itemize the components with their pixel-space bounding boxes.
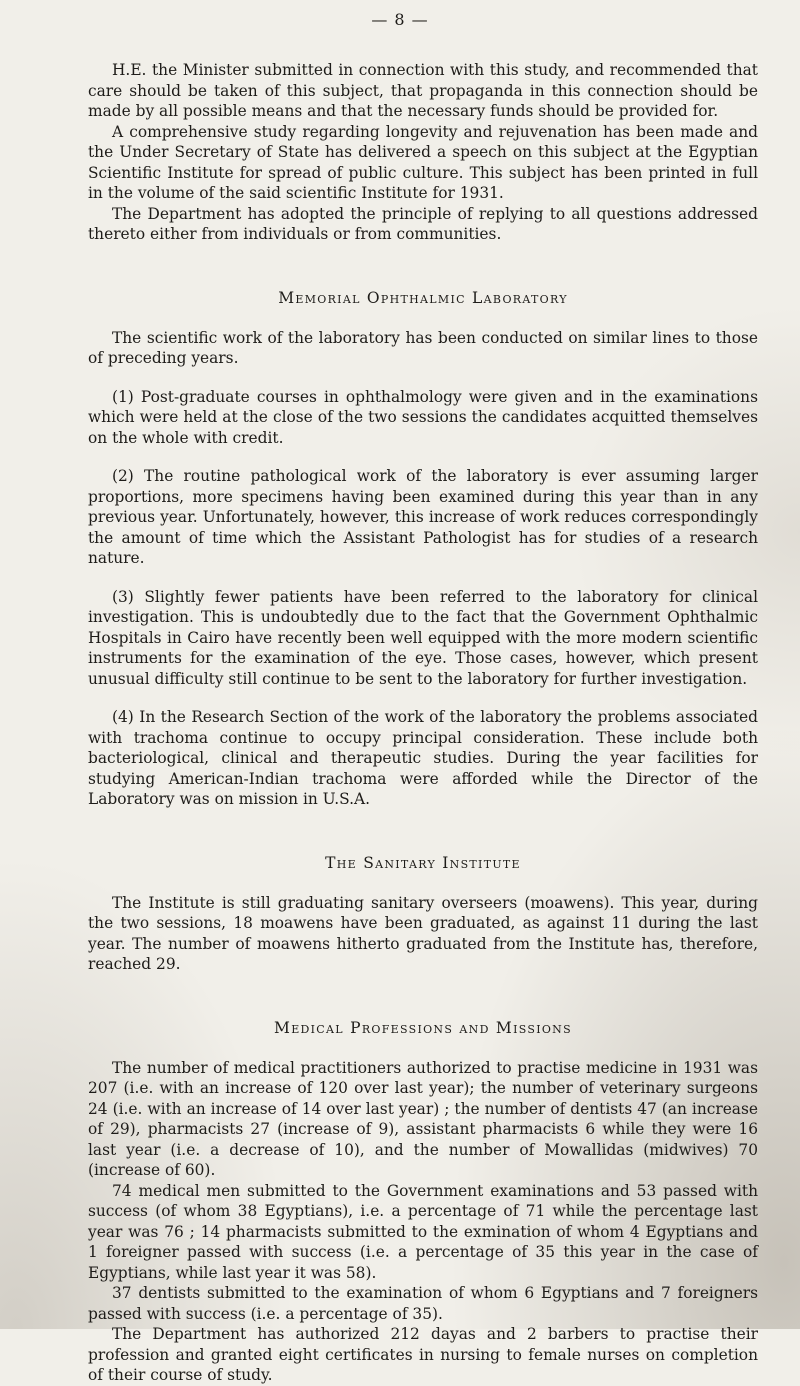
intro-paragraph-3: The Department has adopted the principle of replying to all questions addressed thereto either from individuals or from communities. [88,204,758,243]
ophthalmic-item-1: (1) Post-graduate courses in ophthalmology were given and in the examinations which were held at the close of the two sessions the candidates acquitted themselves on the whole with credit. [88,387,758,447]
intro-paragraph-1: H.E. the Minister submitted in connection with this study, and recommended that care should be taken of this subject, that propaganda in this connection should be made by all possible means and that the necessary funds should be provided for. [88,61,758,120]
intro-paragraph-2: A comprehensive study regarding longevity and rejuvenation has been made and the Under Secretary of State has delivered a speech on this subject at the Egyptian Scientific Institute for spread of public culture. This subject has been printed in full in the volume of the said scientific Institute for 1931. [88,122,758,202]
medical-paragraph-2: 74 medical men submitted to the Government examinations and 53 passed with success (of whom 38 Egyptians), i.e. a percentage of 71 while the percentage last year was 76 ; 14 pharmacists submitted to the exmination of whom 4 Egyptians and 1 foreigner passed with success (i.e. a percentage of 35 this year in the case of Egyptians, while last year it was 58). [88,1181,758,1282]
medical-paragraph-4: The Department has authorized 212 dayas and 2 barbers to practise their profession and granted eight certificates in nursing to female nurses on completion of their course of study. [88,1325,758,1384]
section-heading-sanitary: The Sanitary Institute [325,853,521,872]
sanitary-paragraph: The Institute is still graduating sanitary overseers (moawens). This year, during the two sessions, 18 moawens have been graduated, as against 11 during the last year. The number of moawens hitherto graduated from the Institute has, therefore, reached 29. [88,893,758,973]
ophthalmic-item-3: (3) Slightly fewer patients have been referred to the laboratory for clinical investigation. This is undoubtedly due to the fact that the Government Ophthalmic Hospitals in Cairo have recently been well equipped with the more modern scientific instruments for the examination of the eye. Those cases, however, which present unusual difficulty still continue to be sent to the laboratory for further investigation. [88,587,758,688]
medical-paragraph-1: The number of medical practitioners authorized to practise medicine in 1931 was 207 (i.e. with an increase of 120 over last year); the number of veterinary surgeons 24 (i.e. with an increase of 14 over last year) ; the number of dentists 47 (an increase of 29), pharmacists 27 (increase of 9), assistant pharmacists 6 while they were 16 last year (i.e. a decrease of 10), and the number of Mowallidas (midwives) 70 (increase of 60). [88,1058,758,1179]
ophthalmic-item-2: (2) The routine pathological work of the laboratory is ever assuming larger proportions, more specimens having been examined during this year than in any previous year. Unfortunately, however, this increase of work reduces correspondingly the amount of time which the Assistant Pathologist has for studies of a research nature. [88,467,758,567]
section-heading-medical: Medical Professions and Missions [274,1018,572,1037]
ophthalmic-intro: The scientific work of the laboratory has been conducted on similar lines to those of preceding years. [88,328,758,367]
page-number: — 8 — [371,10,429,29]
medical-paragraph-3: 37 dentists submitted to the examination of whom 6 Egyptians and 7 foreigners passed with success (i.e. a percentage of 35). [88,1284,758,1323]
section-heading-ophthalmic: Memorial Ophthalmic Laboratory [278,288,568,307]
ophthalmic-item-4: (4) In the Research Section of the work of the laboratory the problems associated with trachoma continue to occupy principal consideration. These include both bacteriological, clinical and therapeutic studies. During the year facilities for studying American-Indian trachoma were afforded while the Director of the Laboratory was on mission in U.S.A. [88,708,758,808]
